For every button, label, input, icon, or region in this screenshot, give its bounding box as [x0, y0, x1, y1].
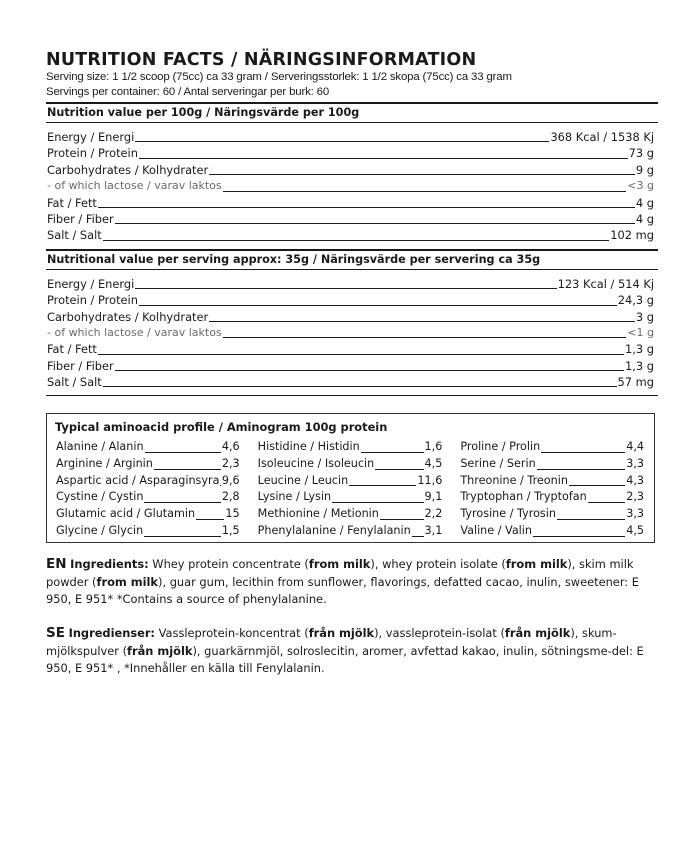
aminoacid-value: 11,6 [417, 473, 443, 487]
aminoacid-row [258, 489, 443, 506]
aminoacid-row [258, 506, 443, 523]
nutrient-value: <1 g [627, 325, 654, 339]
nutrient-label: Carbohydrates / Kolhydrater [47, 309, 209, 324]
nutrient-value: 123 Kcal / 514 Kj [557, 276, 654, 291]
leader-line [115, 370, 624, 371]
leader-line [537, 469, 626, 470]
nutrient-row [46, 292, 658, 308]
nutrient-row [46, 162, 658, 178]
nutrient-label: Fiber / Fiber [47, 211, 114, 226]
aminoacid-row [258, 523, 443, 540]
nutrient-label: Carbohydrates / Kolhydrater [47, 162, 209, 177]
leader-line [103, 386, 617, 387]
allergen-text: from milk [505, 557, 568, 571]
nutrient-value: <3 g [627, 179, 654, 193]
aminoacid-label: Histidine / Histidin [257, 440, 360, 453]
leader-line [588, 502, 625, 503]
aminoacid-value: 2,8 [221, 490, 240, 504]
language-code: SE [46, 625, 65, 641]
aminoacid-row [460, 523, 644, 540]
aminoacid-value: 9,1 [424, 490, 443, 504]
aminoacid-column-3 [460, 439, 644, 540]
aminoacid-row [460, 489, 644, 506]
aminoacid-column-1 [56, 439, 240, 540]
leader-line [135, 141, 549, 142]
nutrient-row [46, 178, 658, 194]
leader-line [154, 469, 221, 470]
aminoacid-row [258, 473, 443, 490]
aminoacid-value: 3,3 [626, 456, 644, 470]
aminoacid-value: 1,6 [424, 440, 443, 453]
aminoacid-label: Phenylalanine / Fenylalanin [257, 523, 411, 537]
aminoacid-value: 4,4 [626, 440, 644, 453]
nutrient-row [46, 276, 658, 292]
allergen-text: from milk [96, 574, 159, 589]
nutrient-label: Protein / Protein [47, 293, 138, 308]
leader-line [144, 502, 220, 503]
ingredients-se [46, 625, 658, 678]
divider [46, 395, 658, 396]
aminoacid-row [258, 439, 443, 456]
nutrition-panel [46, 50, 658, 396]
aminoacid-label: Isoleucine / Isoleucin [257, 456, 375, 470]
aminoacid-value: 4,3 [626, 473, 644, 487]
nutrient-value: 368 Kcal / 1538 Kj [550, 129, 654, 144]
ingredients-text: Vassleprotein-koncentrat ( [155, 626, 309, 640]
ingredients-text: ), skim milk powder ( [46, 557, 634, 589]
leader-line [144, 536, 221, 537]
nutrient-row [46, 374, 658, 390]
aminoacid-label: Aspartic acid / Asparaginsyra [56, 473, 220, 487]
aminoacid-label: Valine / Valin [460, 523, 532, 537]
aminoacid-label: Glutamic acid / Glutamin [56, 507, 196, 521]
per100g-heading: Nutrition value per 100g / Näringsvärde per 100g [47, 106, 360, 119]
aminoacid-row [460, 439, 644, 456]
aminoacid-value: 3,1 [424, 523, 443, 537]
ingredients-text: ), vassleprotein-isolat ( [374, 626, 505, 640]
leader-line [380, 519, 424, 520]
nutrient-label: Energy / Energi [47, 129, 135, 144]
aminoacid-value: 2,3 [221, 456, 240, 470]
nutrient-label: Salt / Salt [47, 375, 102, 390]
nutrient-row [46, 211, 658, 227]
aminoacid-row [460, 473, 644, 490]
aminoacid-row [56, 473, 240, 490]
nutrient-value: 4 g [635, 195, 654, 210]
aminoacid-value: 9,6 [221, 473, 240, 487]
ingredients-text: Whey protein concentrate ( [148, 557, 309, 571]
aminoacid-value: 2,3 [626, 490, 644, 504]
aminoacid-row [460, 456, 644, 473]
nutrient-value: 1,3 g [625, 342, 654, 357]
allergen-text: från mjölk [127, 643, 193, 658]
aminoacid-label: Lysine / Lysin [257, 490, 332, 504]
nutrient-label: Energy / Energi [47, 276, 135, 291]
ingredients-text: ), guar gum, lecithin from sunflower, flavorings, defatted cacao, inulin, sweetener: E 950, E 951* *Contains a source of phenylalanine. [46, 574, 639, 606]
nutrient-label: Protein / Protein [47, 146, 138, 161]
per-serving-heading: Nutritional value per serving approx: 35g / Näringsvärde per servering ca 35g [47, 252, 541, 266]
leader-line [332, 502, 423, 503]
nutrient-row [46, 129, 658, 145]
allergen-text: from milk [308, 557, 371, 571]
nutrient-value: 24,3 g [617, 293, 654, 308]
leader-line [98, 207, 635, 208]
nutrient-row [46, 145, 658, 161]
leader-line [196, 519, 224, 520]
aminoacid-heading: Typical aminoacid profile / Aminogram 100g protein [55, 420, 388, 434]
aminoacid-label: Methionine / Metionin [257, 507, 379, 521]
leader-line [375, 469, 423, 470]
ingredients-heading: Ingredients: [70, 557, 149, 571]
leader-line [139, 158, 628, 159]
aminoacid-row [258, 456, 443, 473]
aminoacid-value: 15 [225, 507, 240, 521]
aminoacid-value: 4,6 [221, 440, 240, 453]
nutrient-value: 4 g [635, 211, 654, 226]
leader-line [569, 485, 625, 486]
nutrient-row [46, 309, 658, 325]
nutrient-label: Fiber / Fiber [47, 358, 114, 373]
aminoacid-profile-box [46, 413, 655, 543]
nutrient-row [46, 227, 658, 243]
nutrient-value: 3 g [635, 309, 654, 324]
nutrient-row [46, 325, 658, 341]
allergen-text: från mjölk [308, 626, 375, 640]
nutrient-label: - of which lactose / varav laktos [47, 179, 222, 193]
leader-line [209, 321, 635, 322]
nutrient-row [46, 195, 658, 211]
servings-per-container: Servings per container: 60 / Antal serveringar per burk: 60 [46, 86, 330, 98]
leader-line [541, 452, 625, 453]
aminoacid-label: Glycine / Glycin [56, 523, 144, 537]
leader-line [209, 174, 635, 175]
aminoacid-label: Threonine / Treonin [460, 473, 568, 487]
aminoacid-label: Serine / Serin [460, 456, 536, 470]
aminoacid-value: 4,5 [626, 523, 644, 537]
leader-line [533, 536, 625, 537]
ingredients-en [46, 556, 658, 609]
aminoacid-row [460, 506, 644, 523]
nutrient-value: 9 g [635, 162, 654, 177]
leader-line [223, 337, 627, 338]
aminoacid-value: 4,5 [424, 456, 443, 470]
leader-line [145, 452, 221, 453]
ingredients-heading: Ingredienser: [68, 626, 155, 640]
nutrient-label: - of which lactose / varav laktos [47, 325, 222, 339]
leader-line [135, 288, 556, 289]
nutrient-label: Salt / Salt [47, 228, 102, 243]
nutrient-value: 73 g [628, 146, 654, 161]
nutrient-value: 1,3 g [625, 358, 654, 373]
leader-line [223, 191, 627, 192]
aminoacid-row [56, 456, 240, 473]
aminoacid-row [56, 439, 240, 456]
aminoacid-row [56, 506, 240, 523]
language-code: EN [46, 556, 67, 572]
serving-size: Serving size: 1 1/2 scoop (75cc) ca 33 gram / Serveringsstorlek: 1 1/2 skopa (75cc) ca 33 gram [46, 71, 512, 83]
allergen-text: från mjölk [504, 626, 571, 640]
leader-line [361, 452, 424, 453]
leader-line [98, 354, 624, 355]
nutrient-row [46, 341, 658, 357]
page-title: NUTRITION FACTS / NÄRINGSINFORMATION [46, 50, 477, 70]
aminoacid-label: Leucine / Leucin [257, 473, 349, 487]
ingredients-text: ), guarkärnmjöl, solroslecitin, aromer, avfettad kakao, inulin, sötningsme-del: E 950, E 951* , *Innehåller en källa till Fenylalanin. [46, 643, 644, 675]
aminoacid-value: 3,3 [626, 507, 644, 521]
aminoacid-value: 2,2 [424, 507, 443, 521]
leader-line [557, 519, 625, 520]
leader-line [412, 536, 424, 537]
aminoacid-row [56, 523, 240, 540]
aminoacid-label: Tyrosine / Tyrosin [460, 507, 556, 521]
nutrient-label: Fat / Fett [47, 342, 97, 357]
leader-line [115, 223, 635, 224]
leader-line [349, 485, 416, 486]
aminoacid-label: Cystine / Cystin [56, 490, 144, 504]
per-serving-rows [46, 270, 658, 396]
leader-line [139, 305, 617, 306]
aminoacid-row [56, 489, 240, 506]
nutrient-row [46, 358, 658, 374]
ingredients-text: ), whey protein isolate ( [370, 557, 506, 571]
aminoacid-value: 1,5 [221, 523, 240, 537]
nutrient-value: 57 mg [617, 375, 654, 390]
aminoacid-column-2 [258, 439, 443, 540]
aminoacid-label: Tryptophan / Tryptofan [460, 490, 587, 504]
nutrient-value: 102 mg [610, 228, 654, 243]
aminoacid-columns [56, 439, 644, 540]
per100g-rows [46, 123, 658, 249]
aminoacid-label: Arginine / Arginin [56, 456, 153, 470]
nutrient-label: Fat / Fett [47, 195, 97, 210]
ingredients-text: ), skum-mjölkspulver ( [46, 626, 617, 658]
leader-line [103, 240, 610, 241]
aminoacid-label: Proline / Prolin [460, 440, 541, 453]
aminoacid-label: Alanine / Alanin [56, 440, 144, 453]
